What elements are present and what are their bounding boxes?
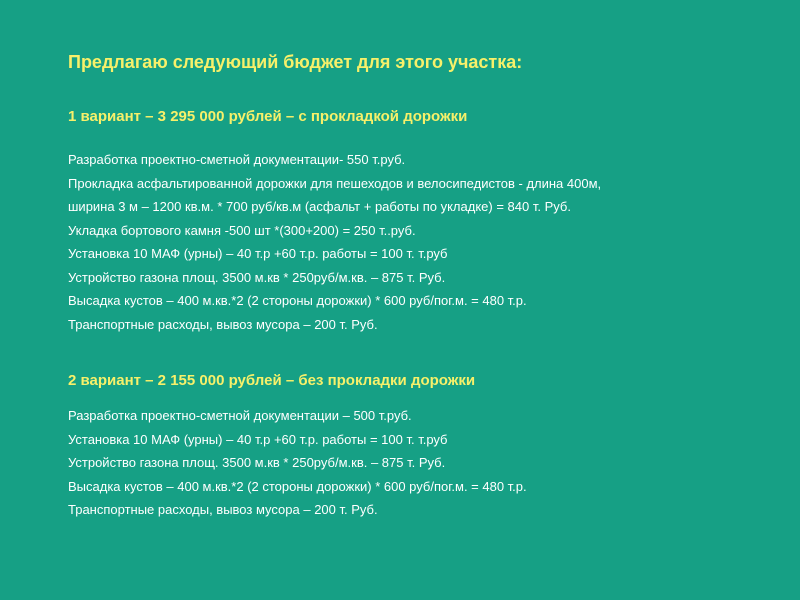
variant-1-heading: 1 вариант – 3 295 000 рублей – с прокладкой дорожки [68, 108, 468, 125]
list-item: Укладка бортового камня -500 шт *(300+200) = 250 т..руб. [68, 222, 416, 238]
list-item: Транспортные расходы, вывоз мусора – 200 т. Руб. [68, 502, 378, 517]
list-item: Устройство газона площ. 3500 м.кв * 250руб/м.кв. – 875 т. Руб. [68, 269, 446, 285]
list-item: Разработка проектно-сметной документации- 550 т.руб. [68, 152, 406, 167]
list-item: Разработка проектно-сметной документации – 500 т.руб. [68, 408, 412, 423]
list-item: Высадка кустов – 400 м.кв.*2 (2 стороны дорожки) * 600 руб/пог.м. = 480 т.р. [68, 478, 527, 494]
list-item: Высадка кустов – 400 м.кв.*2 (2 стороны дорожки) * 600 руб/пог.м. = 480 т.р. [68, 293, 527, 308]
variant-2-list [68, 404, 527, 522]
list-item: Транспортные расходы, вывоз мусора – 200 т. Руб. [68, 316, 378, 332]
slide-title: Предлагаю следующий бюджет для этого участка: [68, 52, 523, 72]
list-item: Устройство газона площ. 3500 м.кв * 250руб/м.кв. – 875 т. Руб. [68, 455, 446, 470]
list-item: ширина 3 м – 1200 кв.м. * 700 руб/кв.м (асфальт + работы по укладке) = 840 т. Руб. [68, 199, 571, 214]
list-item: Установка 10 МАФ (урны) – 40 т.р +60 т.р. работы = 100 т. т.руб [68, 431, 448, 447]
variant-1-list [68, 148, 601, 336]
variant-2-heading: 2 вариант – 2 155 000 рублей – без прокладки дорожки [68, 372, 476, 389]
list-item: Установка 10 МАФ (урны) – 40 т.р +60 т.р. работы = 100 т. т.руб [68, 246, 448, 261]
list-item: Прокладка асфальтированной дорожки для пешеходов и велосипедистов - длина 400м, [68, 175, 602, 191]
